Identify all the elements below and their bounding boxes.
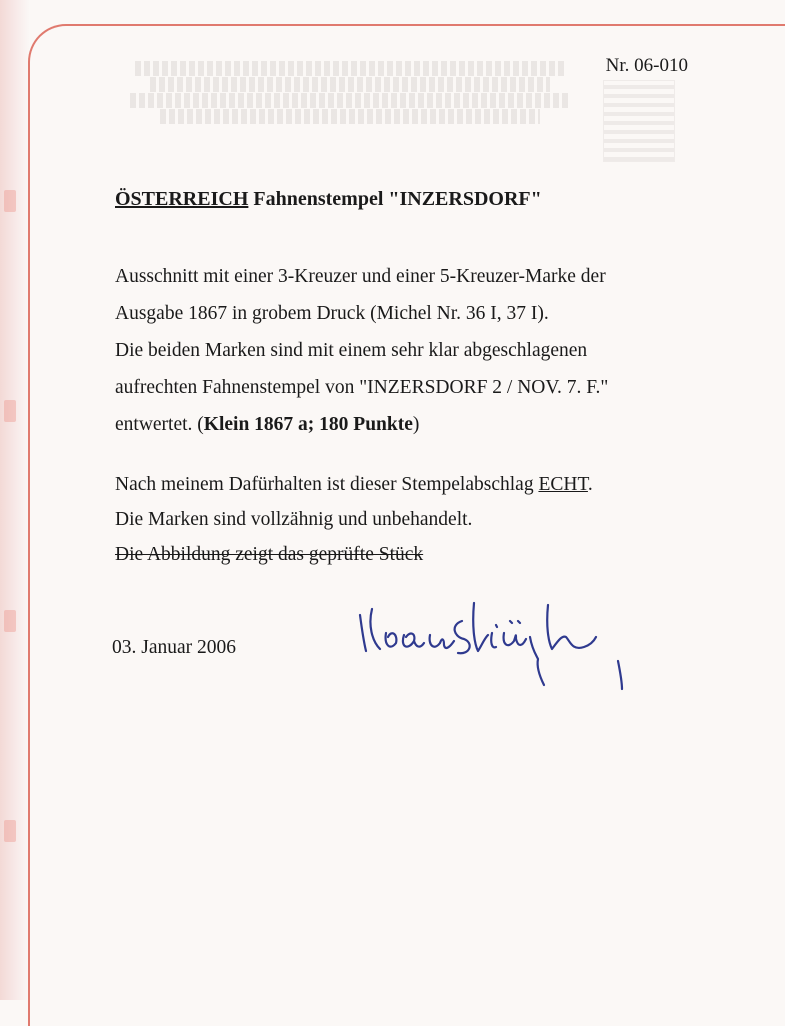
opinion-line	[115, 467, 715, 502]
title-country: ÖSTERREICH	[115, 188, 249, 210]
edge-mark	[4, 610, 16, 632]
edge-mark	[4, 820, 16, 842]
letterhead-watermark	[120, 60, 580, 125]
opinion-line: Die Marken sind vollzähnig und unbehandelt.	[115, 509, 473, 530]
catalogue-reference: Klein 1867 a; 180 Punkte	[203, 414, 413, 435]
certificate-title	[115, 188, 542, 211]
description-text: entwertet. (	[115, 414, 204, 435]
description-line: Ausschnitt mit einer 3-Kreuzer und einer 5-Kreuzer-Marke der	[115, 266, 606, 287]
opinion-text: .	[587, 474, 593, 495]
description-line: Die beiden Marken sind mit einem sehr klar abgeschlagenen	[115, 340, 588, 361]
description-line	[115, 406, 715, 443]
verdict: ECHT	[538, 474, 588, 495]
opinion-text: Nach meinem Dafürhalten ist dieser Stempelabschlag	[115, 474, 539, 495]
description-line: aufrechten Fahnenstempel von "INZERSDORF 2 / NOV. 7. F."	[115, 377, 609, 398]
description-text: )	[412, 414, 420, 435]
opinion-line: Die Abbildung zeigt das geprüfte Stück	[115, 544, 424, 565]
watermark-emblem	[603, 80, 675, 162]
handwritten-signature	[350, 585, 650, 695]
description-line: Ausgabe 1867 in grobem Druck (Michel Nr. 36 I, 37 I).	[115, 303, 549, 324]
title-subject: Fahnenstempel "INZERSDORF"	[253, 188, 542, 210]
edge-mark	[4, 190, 16, 212]
certificate-date: 03. Januar 2006	[112, 637, 237, 658]
opinion-paragraph	[115, 467, 715, 572]
edge-mark	[4, 400, 16, 422]
certificate-number: Nr. 06-010	[605, 55, 688, 76]
description-paragraph	[115, 258, 715, 443]
